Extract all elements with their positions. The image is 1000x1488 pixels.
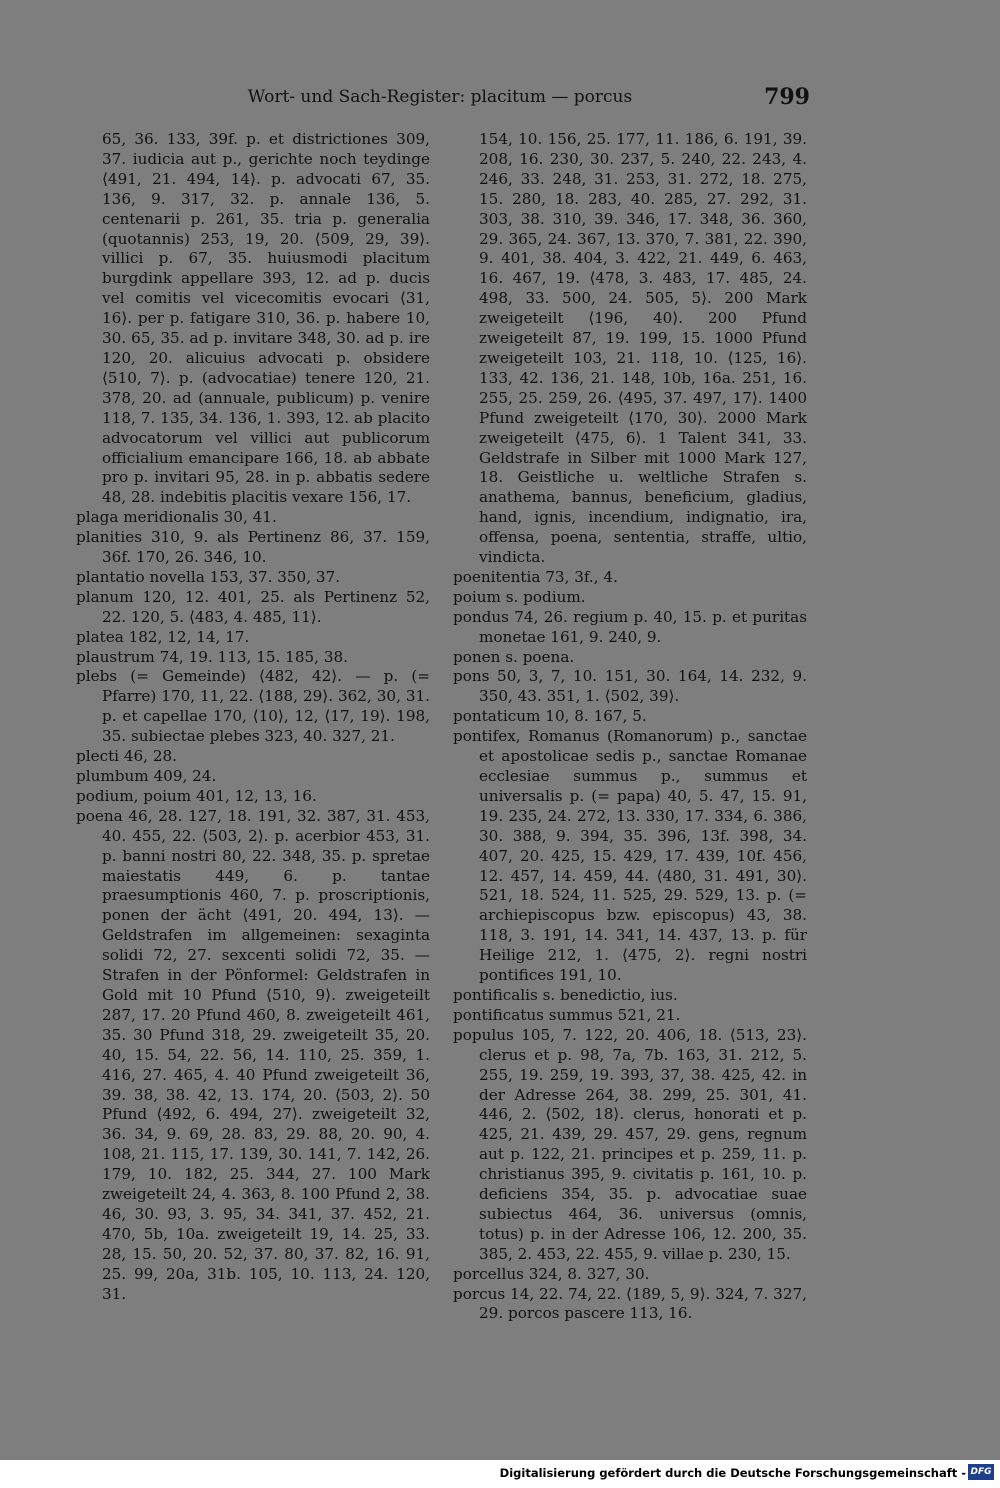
left-column — [76, 130, 430, 1304]
funding-credit: Digitalisierung gefördert durch die Deutsche Forschungsgemeinschaft - — [499, 1466, 966, 1480]
index-entry: populus 105, 7. 122, 20. 406, 18. ⟨513, 23⟩. clerus et p. 98, 7a, 7b. 163, 31. 212, 5. 255, 19. 259, 19. 393, 37, 38. 425, 42. in der Adresse 264, 38. 299, 25. 301, 41. 446, 2. ⟨502, 18⟩. clerus, honorati et p. 425, 21. 439, 29. 457, 29. gens, regnum aut p. 122, 21. principes et p. 259, 11. p. christianus 395, 9. civitatis p. 161, 10. p. deficiens 354, 35. p. advocatiae suae subiectus 464, 36. universus (omnis, totus) p. in der Adresse 106, 12. 200, 35. 385, 2. 453, 22. 455, 9. villae p. 230, 15. — [453, 1025, 807, 1263]
footer-bar — [0, 1460, 1000, 1488]
index-entry: 65, 36. 133, 39f. p. et districtiones 309, 37. iudicia aut p., gerichte noch teydinge ⟨491, 21. 494, 14⟩. p. advocati 67, 35. 136, 9. 317, 32. p. annale 136, 5. centenarii p. 261, 35. tria p. generalia (quotannis) 253, 19, 20. ⟨509, 29, 39⟩. villici p. 67, 35. huiusmodi placitum burgdink appellare 393, 12. ad p. ducis vel comitis vel vicecomitis evocari ⟨31, 16⟩. per p. fatigare 310, 36. p. habere 10, 30. 65, 35. ad p. invitare 348, 30. ad p. ire 120, 20. alicuius advocati p. obsidere ⟨510, 7⟩. p. (advocatiae) tenere 120, 21. 378, 20. ad (annuale, publicum) p. venire 118, 7. 135, 34. 136, 1. 393, 12. ab placito advocatorum vel villici aut publicorum officialium emancipare 166, 18. ab abbate pro p. invitari 95, 28. in p. abbatis sedere 48, 28. indebitis placitis vexare 156, 17. — [102, 130, 430, 507]
dfg-logo[interactable]: DFG — [968, 1464, 994, 1480]
index-entry: plaustrum 74, 19. 113, 15. 185, 38. — [76, 647, 348, 666]
index-entry: pontifex, Romanus (Romanorum) p., sanctae et apostolicae sedis p., sanctae Romanae ecclesiae summus p., summus et universalis p. (= papa) 40, 5. 47, 15. 91, 19. 235, 24. 272, 13. 330, 17. 334, 6. 386, 30. 388, 9. 394, 35. 396, 13f. 398, 34. 407, 20. 425, 15. 429, 17. 439, 10f. 456, 12. 457, 14. 459, 44. ⟨480, 31. 491, 30⟩. 521, 18. 524, 11. 525, 29. 529, 13. p. (= archiepiscopus bzw. episcopus) 43, 38. 118, 3. 191, 14. 341, 14. 437, 13. p. für Heilige 212, 1. ⟨475, 2⟩. regni nostri pontifices 191, 10. — [453, 727, 807, 985]
index-entry: planum 120, 12. 401, 25. als Pertinenz 52, 22. 120, 5. ⟨483, 4. 485, 11⟩. — [76, 587, 430, 626]
index-entry: poena 46, 28. 127, 18. 191, 32. 387, 31. 453, 40. 455, 22. ⟨503, 2⟩. p. acerbior 453, 31. p. banni nostri 80, 22. 348, 35. p. spretae maiestatis 449, 6. p. tantae praesumptionis 460, 7. p. proscriptionis, ponen der ächt ⟨491, 20. 494, 13⟩. — Geldstrafen im allgemeinen: sexaginta solidi 72, 27. sexcenti solidi 72, 35. — Strafen in der Pönformel: Geldstrafen in Gold mit 10 Pfund ⟨510, 9⟩. zweigeteilt 287, 17. 20 Pfund 460, 8. zweigeteilt 461, 35. 30 Pfund 318, 29. zweigeteilt 35, 20. 40, 15. 54, 22. 56, 14. 110, 25. 359, 1. 416, 27. 465, 4. 40 Pfund zweigeteilt 36, 39. 38, 38. 42, 13. 174, 20. ⟨503, 2⟩. 50 Pfund ⟨492, 6. 494, 27⟩. zweigeteilt 32, 36. 34, 9. 69, 28. 83, 29. 88, 20. 90, 4. 108, 21. 115, 17. 139, 30. 141, 7. 142, 26. 179, 10. 182, 25. 344, 27. 100 Mark zweigeteilt 24, 4. 363, 8. 100 Pfund 2, 38. 46, 30. 93, 3. 95, 34. 341, 37. 452, 21. 470, 5b, 10a. zweigeteilt 19, 14. 25, 33. 28, 15. 50, 20. 52, 37. 80, 37. 82, 16. 91, 25. 99, 20a, 31b. 105, 10. 113, 24. 120, 31. — [76, 806, 430, 1303]
index-entry: plebs (= Gemeinde) ⟨482, 42⟩. — p. (= Pfarre) 170, 11, 22. ⟨188, 29⟩. 362, 30, 31. p. et capellae 170, ⟨10⟩, 12, ⟨17, 19⟩. 198, 35. subiectae plebes 323, 40. 327, 21. — [76, 667, 430, 746]
index-entry: pontificatus summus 521, 21. — [453, 1005, 681, 1024]
index-entry: podium, poium 401, 12, 13, 16. — [76, 786, 317, 805]
index-entry: 154, 10. 156, 25. 177, 11. 186, 6. 191, 39. 208, 16. 230, 30. 237, 5. 240, 22. 243, 4. 246, 33. 248, 31. 253, 31. 272, 18. 275, 15. 280, 18. 283, 40. 285, 27. 292, 31. 303, 38. 310, 39. 346, 17. 348, 36. 360, 29. 365, 24. 367, 13. 370, 7. 381, 22. 390, 9. 401, 38. 404, 3. 422, 21. 449, 6. 463, 16. 467, 19. ⟨478, 3. 483, 17. 485, 24. 498, 33. 500, 24. 505, 5⟩. 200 Mark zweigeteilt ⟨196, 40⟩. 200 Pfund zweigeteilt 87, 19. 199, 15. 1000 Pfund zweigeteilt 103, 21. 118, 10. ⟨125, 16⟩. 133, 42. 136, 21. 148, 10b, 16a. 251, 16. 255, 25. 259, 26. ⟨495, 37. 497, 17⟩. 1400 Pfund zweigeteilt ⟨170, 30⟩. 2000 Mark zweigeteilt ⟨475, 6⟩. 1 Talent 341, 33. Geldstrafe in Silber mit 1000 Mark 127, 18. Geistliche u. weltliche Strafen s. anathema, bannus, beneficium, gladius, hand, ignis, incendium, indignatio, ira, offensa, poena, sententia, straffe, ultio, vindicta. — [479, 130, 807, 567]
header-title: Wort- und Sach-Register: placitum — porcus — [247, 87, 633, 107]
running-header — [70, 84, 810, 114]
index-entry: platea 182, 12, 14, 17. — [76, 627, 250, 646]
index-entry: plaga meridionalis 30, 41. — [76, 508, 277, 527]
index-entry: porcellus 324, 8. 327, 30. — [453, 1264, 650, 1283]
index-entry: plecti 46, 28. — [76, 747, 177, 766]
page-number: 799 — [764, 84, 810, 110]
index-entry: ponen s. poena. — [453, 647, 575, 666]
index-entry: pontificalis s. benedictio, ius. — [453, 985, 678, 1004]
index-entry: plantatio novella 153, 37. 350, 37. — [76, 567, 341, 586]
index-entry: poenitentia 73, 3f., 4. — [453, 567, 618, 586]
index-entry: pontaticum 10, 8. 167, 5. — [453, 707, 647, 726]
index-entry: pons 50, 3, 7, 10. 151, 30. 164, 14. 232, 9. 350, 43. 351, 1. ⟨502, 39⟩. — [453, 667, 807, 706]
index-entry: pondus 74, 26. regium p. 40, 15. p. et puritas monetae 161, 9. 240, 9. — [453, 607, 807, 646]
index-entry: plumbum 409, 24. — [76, 767, 217, 785]
index-entry: planities 310, 9. als Pertinenz 86, 37. 159, 36f. 170, 26. 346, 10. — [76, 528, 430, 567]
right-column — [453, 130, 807, 1324]
index-entry: porcus 14, 22. 74, 22. ⟨189, 5, 9⟩. 324, 7. 327, 29. porcos pascere 113, 16. — [453, 1284, 807, 1323]
index-entry: poium s. podium. — [453, 587, 586, 606]
